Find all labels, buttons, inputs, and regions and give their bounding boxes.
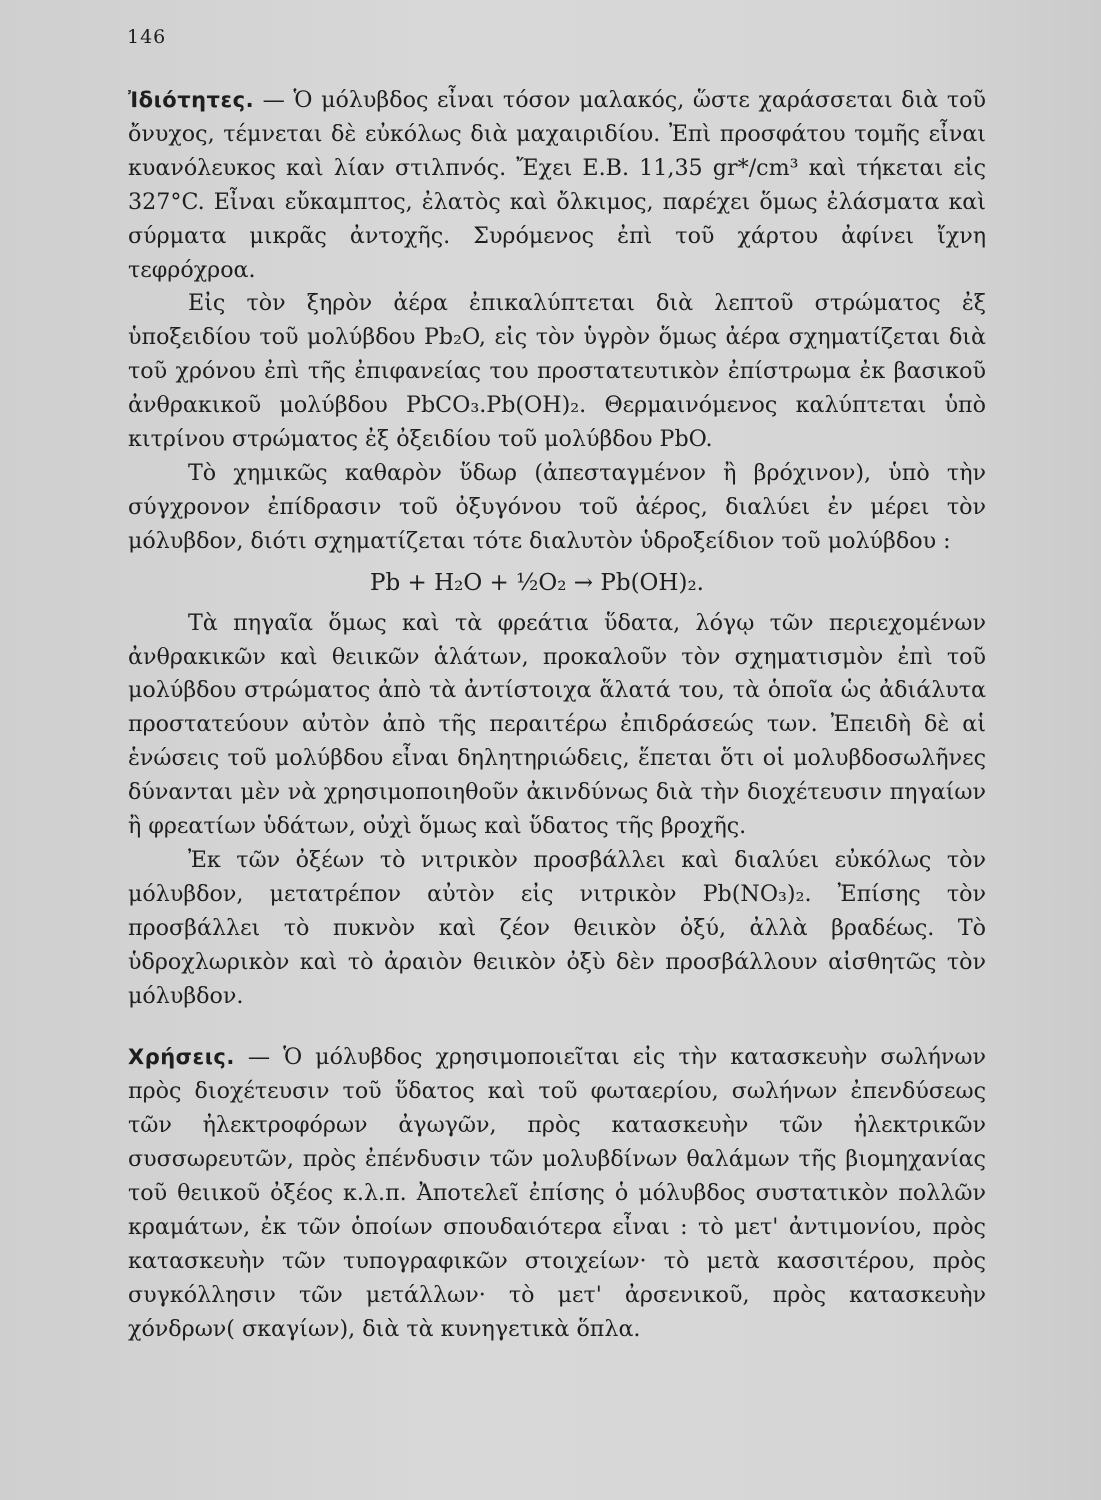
properties-text-1: — Ὁ μόλυβδος εἶναι τόσον μαλακός, ὥστε χαράσσεται διὰ τοῦ ὄνυχος, τέμνεται δὲ εὐκόλως διὰ μαχαιριδίου. Ἐπὶ προσφάτου τομῆς εἶναι κυανόλευκος καὶ λίαν στιλπνός. Ἔχει Ε.Β. 11,35 gr*/cm³ καὶ τήκεται εἰς 327°C. Εἶναι εὔκαμπτος, ἐλατὸς καὶ ὄλκιμος, παρέχει ὅμως ἐλάσματα καὶ σύρματα μικρᾶς ἀντοχῆς. Συρόμενος ἐπὶ τοῦ χάρτου ἀφίνει ἴχνη τεφρόχροα.: [128, 87, 986, 283]
properties-paragraph-4: Τὰ πηγαῖα ὅμως καὶ τὰ φρεάτια ὕδατα, λόγῳ τῶν περιεχομένων ἀνθρακικῶν καὶ θειικῶν ἁλάτων, προκαλοῦν τὸν σχηματισμὸν ἐπὶ τοῦ μολύβδου στρώματος ἀπὸ τὰ ἀντίστοιχα ἅλατά του, τὰ ὁποῖα ὡς ἀδιάλυτα προστατεύουν αὐτὸν ἀπὸ τῆς περαιτέρω ἐπιδράσεώς των. Ἐπειδὴ δὲ αἱ ἑνώσεις τοῦ μολύβδου εἶναι δηλητηριώδεις, ἕπεται ὅτι οἱ μολυβδοσωλῆνες δύνανται μὲν νὰ χρησιμοποιηθοῦν ἀκινδύνως διὰ τὴν διοχέτευσιν πηγαίων ἢ φρεατίων ὑδάτων, οὐχὶ ὅμως καὶ ὕδατος τῆς βροχῆς.: [128, 609, 986, 840]
page-body: [128, 84, 986, 1347]
page-number: 146: [127, 26, 167, 48]
chemical-equation: Pb + H₂O + ½O₂ → Pb(OH)₂.: [370, 569, 704, 596]
uses-text: — Ὁ μόλυβδος χρησιμοποιεῖται εἰς τὴν κατασκευὴν σωλήνων πρὸς διοχέτευσιν τοῦ ὕδατος καὶ τοῦ φωταερίου, σωλήνων ἐπενδύσεως τῶν ἠλεκτροφόρων ἀγωγῶν, πρὸς κατασκευὴν τῶν ἠλεκτρικῶν συσσωρευτῶν, πρὸς ἐπένδυσιν τῶν μολυβδίνων θαλάμων τῆς βιομηχανίας τοῦ θειικοῦ ὀξέος κ.λ.π. Ἀποτελεῖ ἐπίσης ὁ μόλυβδος συστατικὸν πολλῶν κραμάτων, ἐκ τῶν ὁποίων σπουδαιότερα εἶναι : τὸ μετ' ἀντιμονίου, πρὸς κατασκευὴν τῶν τυπογραφικῶν στοιχείων· τὸ μετὰ κασσιτέρου, πρὸς συγκόλλησιν τῶν μετάλλων· τὸ μετ' ἀρσενικοῦ, πρὸς κατασκευὴν χόνδρων( σκαγίων), διὰ τὰ κυνηγετικὰ ὅπλα.: [128, 1044, 986, 1342]
properties-paragraph-5: Ἐκ τῶν ὀξέων τὸ νιτρικὸν προσβάλλει καὶ διαλύει εὐκόλως τὸν μόλυβδον, μετατρέπον αὐτὸν εἰς νιτρικὸν Pb(NO₃)₂. Ἐπίσης τὸν προσβάλλει τὸ πυκνὸν καὶ ζέον θειικὸν ὀξύ, ἀλλὰ βραδέως. Τὸ ὑδροχλωρικὸν καὶ τὸ ἀραιὸν θειικὸν ὀξὺ δὲν προσβάλλουν αἰσθητῶς τὸν μόλυβδον.: [128, 846, 986, 1009]
properties-heading: Ἰδιότητες.: [128, 88, 255, 112]
uses-paragraph: [128, 1041, 986, 1346]
properties-paragraph-1: [128, 84, 986, 287]
uses-heading: Χρήσεις.: [128, 1045, 235, 1070]
properties-paragraph-3: Τὸ χημικῶς καθαρὸν ὕδωρ (ἀπεσταγμένον ἢ βρόχινον), ὑπὸ τὴν σύγχρονον ἐπίδρασιν τοῦ ὀξυγόνου τοῦ ἀέρος, διαλύει ἐν μέρει τὸν μόλυβδον, διότι σχηματίζεται τότε διαλυτὸν ὑδροξείδιον τοῦ μολύβδου :: [128, 459, 986, 554]
properties-paragraph-2: Εἰς τὸν ξηρὸν ἀέρα ἐπικαλύπτεται διὰ λεπτοῦ στρώματος ἐξ ὑποξειδίου τοῦ μολύβδου Pb₂O, εἰς τὸν ὑγρὸν ὅμως ἀέρα σχηματίζεται διὰ τοῦ χρόνου ἐπὶ τῆς ἐπιφανείας του προστατευτικὸν ἐπίστρωμα ἐκ βασικοῦ ἀνθρακικοῦ μολύβδου PbCO₃.Pb(OH)₂. Θερμαινόμενος καλύπτεται ὑπὸ κιτρίνου στρώματος ἐξ ὀξειδίου τοῦ μολύβδου PbO.: [128, 290, 986, 453]
